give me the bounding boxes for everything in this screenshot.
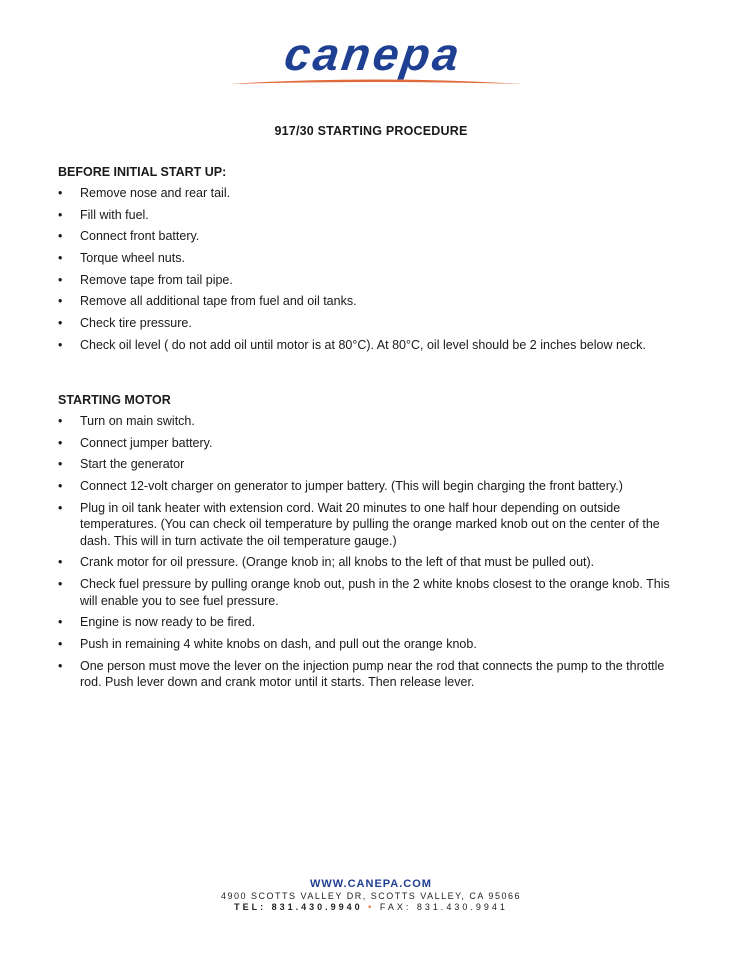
list-item-text: Push in remaining 4 white knobs on dash, and pull out the orange knob. <box>80 637 477 651</box>
bullet-icon: • <box>58 316 63 331</box>
bullet-icon: • <box>58 294 63 309</box>
before-start-list <box>58 185 682 359</box>
bullet-icon: • <box>58 658 63 673</box>
list-item-text: One person must move the lever on the injection pump near the rod that connects the pump to the throttle rod. Push lever down and crank motor until it starts. Then release lever. <box>80 658 665 690</box>
list-item-text: Start the generator <box>80 457 185 472</box>
bullet-icon: • <box>58 577 63 592</box>
section-heading-before-start: BEFORE INITIAL START UP: <box>58 165 227 179</box>
section-heading-starting-motor: STARTING MOTOR <box>58 393 171 407</box>
bullet-icon: • <box>58 615 63 630</box>
bullet-icon: • <box>58 186 63 200</box>
list-item-text: Fill with fuel. <box>80 207 149 222</box>
list-item <box>58 658 682 691</box>
list-item <box>58 293 682 310</box>
list-item <box>58 228 682 245</box>
list-item <box>58 250 682 267</box>
canepa-logo-mark <box>211 28 531 92</box>
bullet-icon: • <box>58 555 63 570</box>
list-item-text: Plug in oil tank heater with extension cord. Wait 20 minutes to one half hour depending on outside temperatures. (You can check oil temperature by pulling the orange marked knob out on the center of the dash. This will in turn activate the oil temperature gauge.) <box>80 500 660 548</box>
list-item-text: Turn on main switch. <box>80 414 195 428</box>
footer-separator: • <box>368 902 375 912</box>
list-item <box>58 272 682 289</box>
bullet-icon: • <box>58 457 63 472</box>
list-item <box>58 554 682 571</box>
footer-url[interactable]: WWW.CANEPA.COM <box>310 878 432 890</box>
list-item <box>58 614 682 631</box>
list-item <box>58 207 682 224</box>
list-item <box>58 636 682 653</box>
list-item <box>58 337 682 354</box>
footer-contact <box>0 902 742 912</box>
footer-address: 4900 SCOTTS VALLEY DR, SCOTTS VALLEY, CA 95066 <box>221 891 521 901</box>
canepa-logo <box>0 28 742 98</box>
document-title: 917/30 STARTING PROCEDURE <box>274 124 468 138</box>
list-item <box>58 413 682 430</box>
list-item-text: Check oil level ( do not add oil until motor is at 80°C). At 80°C, oil level should be 2 inches below neck. <box>80 337 646 352</box>
list-item <box>58 456 682 473</box>
list-item <box>58 435 682 452</box>
bullet-icon: • <box>58 229 63 244</box>
footer-tel: TEL: 831.430.9940 <box>234 902 363 912</box>
list-item-text: Check tire pressure. <box>80 316 192 331</box>
list-item-text: Connect 12-volt charger on generator to jumper battery. (This will begin charging the front battery.) <box>80 479 623 494</box>
list-item-text: Remove tape from tail pipe. <box>80 272 233 287</box>
list-item <box>58 500 682 550</box>
starting-motor-list <box>58 413 682 696</box>
bullet-icon: • <box>58 414 63 428</box>
bullet-icon: • <box>58 207 63 222</box>
list-item <box>58 185 682 202</box>
bullet-icon: • <box>58 251 63 266</box>
bullet-icon: • <box>58 272 63 287</box>
bullet-icon: • <box>58 500 63 515</box>
list-item <box>58 576 682 609</box>
footer <box>0 878 742 912</box>
list-item-text: Connect front battery. <box>80 229 200 244</box>
list-item-text: Connect jumper battery. <box>80 435 213 450</box>
bullet-icon: • <box>58 337 63 352</box>
bullet-icon: • <box>58 435 63 450</box>
list-item-text: Crank motor for oil pressure. (Orange knob in; all knobs to the left of that must be pulled out). <box>80 555 595 570</box>
logo-swoosh <box>229 80 523 85</box>
list-item-text: Torque wheel nuts. <box>80 251 185 266</box>
list-item-text: Remove nose and rear tail. <box>80 186 231 200</box>
bullet-icon: • <box>58 637 63 651</box>
list-item-text: Engine is now ready to be fired. <box>80 615 256 630</box>
logo-wordmark: canepa <box>281 28 466 80</box>
list-item <box>58 478 682 495</box>
footer-fax: FAX: 831.430.9941 <box>379 902 508 912</box>
list-item-text: Remove all additional tape from fuel and oil tanks. <box>80 294 357 309</box>
list-item-text: Check fuel pressure by pulling orange knob out, push in the 2 white knobs closest to the orange knob. This will enable you to see fuel pressure. <box>80 577 670 608</box>
bullet-icon: • <box>58 479 63 494</box>
list-item <box>58 315 682 332</box>
